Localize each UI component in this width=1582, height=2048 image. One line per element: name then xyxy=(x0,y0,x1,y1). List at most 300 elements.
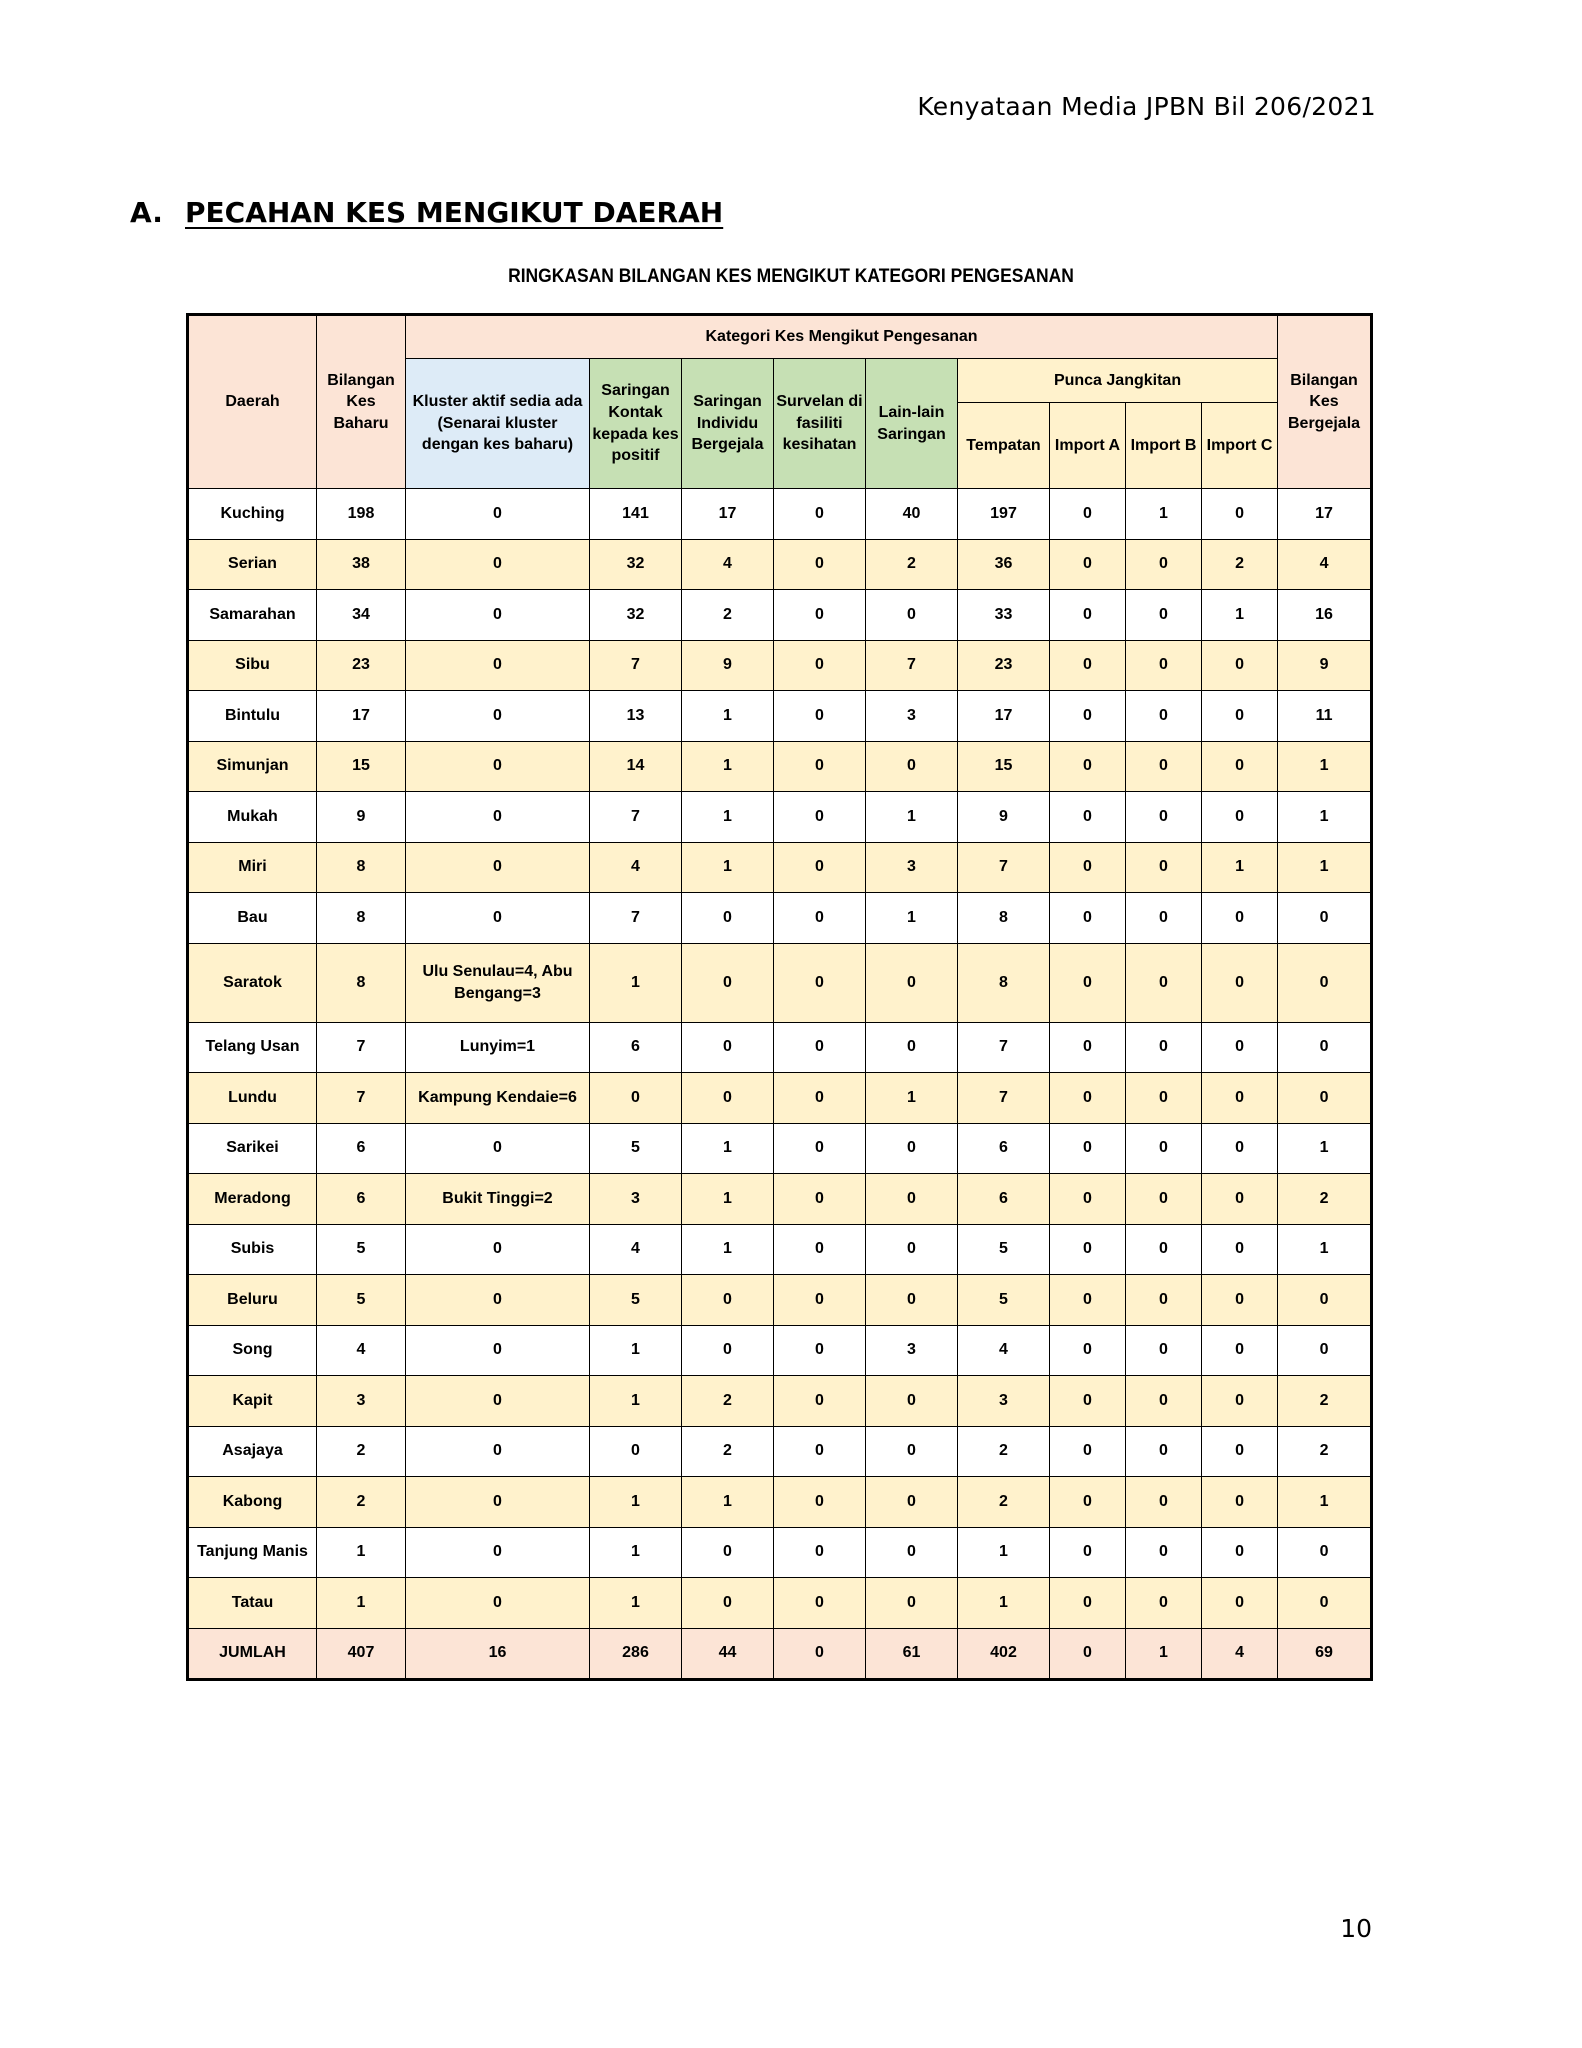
cell-lain-lain: 0 xyxy=(866,1174,958,1225)
cell-import-b: 0 xyxy=(1126,1224,1202,1275)
cell-import-c: 0 xyxy=(1202,1426,1278,1477)
cell-bilangan-kes-baharu: 5 xyxy=(317,1224,406,1275)
table-row xyxy=(188,590,1372,641)
cell-import-a: 0 xyxy=(1050,741,1126,792)
cell-daerah: Serian xyxy=(188,539,317,590)
cell-saringan-kontak: 5 xyxy=(590,1123,682,1174)
cell-daerah: Sarikei xyxy=(188,1123,317,1174)
cell-import-b: 0 xyxy=(1126,539,1202,590)
cell-tempatan: 36 xyxy=(958,539,1050,590)
cell-bilangan-kes-baharu: 6 xyxy=(317,1123,406,1174)
cell-saringan-individu: 1 xyxy=(682,741,774,792)
cell-import-a: 0 xyxy=(1050,1022,1126,1073)
table-row xyxy=(188,1426,1372,1477)
cell-survelan: 0 xyxy=(774,842,866,893)
cell-import-c: 0 xyxy=(1202,741,1278,792)
cell-lain-lain: 0 xyxy=(866,1578,958,1629)
cell-saringan-individu: 0 xyxy=(682,943,774,1022)
cell-tempatan: 8 xyxy=(958,943,1050,1022)
cell-import-a: 0 xyxy=(1050,1275,1126,1326)
cell-import-b: 0 xyxy=(1126,943,1202,1022)
cell-bilangan-kes-baharu: 198 xyxy=(317,489,406,540)
cell-import-c: 0 xyxy=(1202,1224,1278,1275)
cell-tempatan: 17 xyxy=(958,691,1050,742)
cell-kluster: 0 xyxy=(406,1426,590,1477)
cell-import-b: 0 xyxy=(1126,1578,1202,1629)
cell-saringan-kontak: 0 xyxy=(590,1426,682,1477)
cell-daerah: Sibu xyxy=(188,640,317,691)
cell-import-c: 0 xyxy=(1202,943,1278,1022)
cell-bilangan-kes-bergejala: 11 xyxy=(1278,691,1372,742)
cell-saringan-individu: 0 xyxy=(682,1022,774,1073)
cell-survelan: 0 xyxy=(774,1325,866,1376)
cell-bilangan-kes-baharu: 7 xyxy=(317,1022,406,1073)
cell-import-b: 0 xyxy=(1126,1527,1202,1578)
cell-import-b: 0 xyxy=(1126,1022,1202,1073)
cell-tempatan: 23 xyxy=(958,640,1050,691)
page-number: 10 xyxy=(1340,1914,1372,1943)
cell-import-a: 0 xyxy=(1050,1578,1126,1629)
cell-survelan: 0 xyxy=(774,792,866,843)
cell-tempatan: 2 xyxy=(958,1477,1050,1528)
cell-import-c: 2 xyxy=(1202,539,1278,590)
cell-survelan: 0 xyxy=(774,1376,866,1427)
cell-survelan: 0 xyxy=(774,489,866,540)
cell-kluster: 0 xyxy=(406,539,590,590)
cell-import-a: 0 xyxy=(1050,640,1126,691)
cell-bilangan-kes-bergejala: 9 xyxy=(1278,640,1372,691)
cell-lain-lain: 0 xyxy=(866,1527,958,1578)
cell-import-c: 0 xyxy=(1202,1123,1278,1174)
cell-import-b: 0 xyxy=(1126,691,1202,742)
cell-saringan-kontak: 1 xyxy=(590,1578,682,1629)
cell-saringan-kontak: 32 xyxy=(590,539,682,590)
cell-tempatan: 9 xyxy=(958,792,1050,843)
total-lain-lain: 61 xyxy=(866,1628,958,1679)
cell-daerah: Kuching xyxy=(188,489,317,540)
cell-saringan-individu: 0 xyxy=(682,893,774,944)
cell-bilangan-kes-bergejala: 1 xyxy=(1278,741,1372,792)
cell-kluster: Lunyim=1 xyxy=(406,1022,590,1073)
header-bilangan-kes-baharu: Bilangan Kes Baharu xyxy=(317,315,406,489)
cell-import-a: 0 xyxy=(1050,1073,1126,1124)
cell-saringan-kontak: 13 xyxy=(590,691,682,742)
total-import-b: 1 xyxy=(1126,1628,1202,1679)
cell-saringan-kontak: 1 xyxy=(590,1325,682,1376)
cell-bilangan-kes-baharu: 5 xyxy=(317,1275,406,1326)
cell-bilangan-kes-bergejala: 1 xyxy=(1278,1123,1372,1174)
table-row xyxy=(188,640,1372,691)
cell-survelan: 0 xyxy=(774,539,866,590)
cell-bilangan-kes-baharu: 8 xyxy=(317,842,406,893)
cell-saringan-kontak: 7 xyxy=(590,792,682,843)
cell-lain-lain: 0 xyxy=(866,1224,958,1275)
cell-saringan-kontak: 6 xyxy=(590,1022,682,1073)
cell-import-a: 0 xyxy=(1050,539,1126,590)
cell-saringan-individu: 0 xyxy=(682,1527,774,1578)
cell-import-b: 0 xyxy=(1126,842,1202,893)
cell-import-c: 1 xyxy=(1202,590,1278,641)
cell-saringan-kontak: 3 xyxy=(590,1174,682,1225)
cell-import-c: 0 xyxy=(1202,1527,1278,1578)
cell-import-b: 0 xyxy=(1126,1325,1202,1376)
cell-import-a: 0 xyxy=(1050,943,1126,1022)
cell-bilangan-kes-bergejala: 0 xyxy=(1278,943,1372,1022)
cell-bilangan-kes-baharu: 38 xyxy=(317,539,406,590)
cell-tempatan: 7 xyxy=(958,842,1050,893)
cell-saringan-individu: 9 xyxy=(682,640,774,691)
cell-saringan-kontak: 1 xyxy=(590,943,682,1022)
cell-lain-lain: 40 xyxy=(866,489,958,540)
cell-saringan-individu: 1 xyxy=(682,1224,774,1275)
table-row xyxy=(188,842,1372,893)
cell-bilangan-kes-bergejala: 1 xyxy=(1278,792,1372,843)
cell-saringan-individu: 1 xyxy=(682,792,774,843)
cell-import-a: 0 xyxy=(1050,1224,1126,1275)
cell-import-c: 0 xyxy=(1202,1477,1278,1528)
total-daerah: JUMLAH xyxy=(188,1628,317,1679)
total-saringan-kontak: 286 xyxy=(590,1628,682,1679)
cell-bilangan-kes-baharu: 23 xyxy=(317,640,406,691)
document-reference: Kenyataan Media JPBN Bil 206/2021 xyxy=(917,92,1376,121)
cell-kluster: 0 xyxy=(406,1527,590,1578)
cell-saringan-individu: 0 xyxy=(682,1275,774,1326)
cell-kluster: 0 xyxy=(406,792,590,843)
cell-saringan-individu: 1 xyxy=(682,1123,774,1174)
cell-import-a: 0 xyxy=(1050,1477,1126,1528)
cell-saringan-individu: 0 xyxy=(682,1578,774,1629)
cell-saringan-kontak: 4 xyxy=(590,842,682,893)
cell-lain-lain: 0 xyxy=(866,590,958,641)
cell-survelan: 0 xyxy=(774,1527,866,1578)
table-row xyxy=(188,539,1372,590)
cell-tempatan: 6 xyxy=(958,1123,1050,1174)
cell-kluster: 0 xyxy=(406,1477,590,1528)
cell-kluster: Ulu Senulau=4, Abu Bengang=3 xyxy=(406,943,590,1022)
cell-import-a: 0 xyxy=(1050,1376,1126,1427)
cell-import-b: 0 xyxy=(1126,1073,1202,1124)
cell-kluster: 0 xyxy=(406,1275,590,1326)
cell-daerah: Saratok xyxy=(188,943,317,1022)
cell-saringan-individu: 2 xyxy=(682,1376,774,1427)
cell-saringan-kontak: 1 xyxy=(590,1527,682,1578)
cell-import-c: 0 xyxy=(1202,792,1278,843)
cell-bilangan-kes-baharu: 3 xyxy=(317,1376,406,1427)
cell-daerah: Meradong xyxy=(188,1174,317,1225)
cell-tempatan: 197 xyxy=(958,489,1050,540)
header-kluster: Kluster aktif sedia ada (Senarai kluster dengan kes baharu) xyxy=(406,359,590,489)
cell-import-c: 0 xyxy=(1202,691,1278,742)
cell-kluster: 0 xyxy=(406,590,590,641)
cell-bilangan-kes-baharu: 7 xyxy=(317,1073,406,1124)
cell-bilangan-kes-bergejala: 0 xyxy=(1278,1022,1372,1073)
cell-kluster: 0 xyxy=(406,842,590,893)
cell-saringan-kontak: 14 xyxy=(590,741,682,792)
cell-tempatan: 7 xyxy=(958,1073,1050,1124)
table-title: RINGKASAN BILANGAN KES MENGIKUT KATEGORI PENGESANAN xyxy=(508,266,1074,287)
cell-bilangan-kes-baharu: 8 xyxy=(317,943,406,1022)
cell-lain-lain: 0 xyxy=(866,1376,958,1427)
cell-import-b: 0 xyxy=(1126,1376,1202,1427)
cell-bilangan-kes-baharu: 1 xyxy=(317,1527,406,1578)
cell-saringan-kontak: 4 xyxy=(590,1224,682,1275)
cell-kluster: 0 xyxy=(406,1376,590,1427)
table-row xyxy=(188,893,1372,944)
cell-kluster: 0 xyxy=(406,489,590,540)
cell-survelan: 0 xyxy=(774,1022,866,1073)
total-import-a: 0 xyxy=(1050,1628,1126,1679)
cell-bilangan-kes-bergejala: 0 xyxy=(1278,1325,1372,1376)
cell-daerah: Bau xyxy=(188,893,317,944)
cell-tempatan: 2 xyxy=(958,1426,1050,1477)
cell-bilangan-kes-bergejala: 4 xyxy=(1278,539,1372,590)
cell-saringan-individu: 4 xyxy=(682,539,774,590)
cell-import-a: 0 xyxy=(1050,691,1126,742)
header-daerah: Daerah xyxy=(188,315,317,489)
total-saringan-individu: 44 xyxy=(682,1628,774,1679)
cell-import-b: 0 xyxy=(1126,792,1202,843)
table-row xyxy=(188,1224,1372,1275)
cell-import-a: 0 xyxy=(1050,1426,1126,1477)
cell-import-c: 0 xyxy=(1202,1073,1278,1124)
cell-daerah: Song xyxy=(188,1325,317,1376)
cell-daerah: Samarahan xyxy=(188,590,317,641)
header-bilangan-kes-bergejala: Bilangan Kes Bergejala xyxy=(1278,315,1372,489)
header-import-a: Import A xyxy=(1050,403,1126,489)
header-import-b: Import B xyxy=(1126,403,1202,489)
cell-saringan-individu: 17 xyxy=(682,489,774,540)
cell-survelan: 0 xyxy=(774,691,866,742)
cell-survelan: 0 xyxy=(774,1073,866,1124)
cell-import-c: 1 xyxy=(1202,842,1278,893)
table-row xyxy=(188,1275,1372,1326)
cell-lain-lain: 1 xyxy=(866,893,958,944)
cell-daerah: Tatau xyxy=(188,1578,317,1629)
cell-bilangan-kes-baharu: 1 xyxy=(317,1578,406,1629)
header-punca-jangkitan: Punca Jangkitan xyxy=(958,359,1278,403)
cell-import-c: 0 xyxy=(1202,1325,1278,1376)
cell-survelan: 0 xyxy=(774,590,866,641)
cell-tempatan: 8 xyxy=(958,893,1050,944)
total-survelan: 0 xyxy=(774,1628,866,1679)
total-kluster: 16 xyxy=(406,1628,590,1679)
cell-survelan: 0 xyxy=(774,1174,866,1225)
cell-bilangan-kes-bergejala: 17 xyxy=(1278,489,1372,540)
cell-bilangan-kes-bergejala: 0 xyxy=(1278,1275,1372,1326)
cell-bilangan-kes-bergejala: 2 xyxy=(1278,1174,1372,1225)
table-row xyxy=(188,1477,1372,1528)
cell-bilangan-kes-bergejala: 2 xyxy=(1278,1426,1372,1477)
cell-tempatan: 33 xyxy=(958,590,1050,641)
cell-import-c: 0 xyxy=(1202,1578,1278,1629)
cell-import-a: 0 xyxy=(1050,590,1126,641)
cell-survelan: 0 xyxy=(774,1426,866,1477)
cell-saringan-individu: 1 xyxy=(682,1174,774,1225)
cell-saringan-kontak: 1 xyxy=(590,1477,682,1528)
cell-import-a: 0 xyxy=(1050,1174,1126,1225)
cell-kluster: 0 xyxy=(406,893,590,944)
total-row xyxy=(188,1628,1372,1679)
table-row xyxy=(188,1022,1372,1073)
cell-tempatan: 1 xyxy=(958,1578,1050,1629)
cell-import-b: 1 xyxy=(1126,489,1202,540)
cell-saringan-kontak: 1 xyxy=(590,1376,682,1427)
cell-lain-lain: 7 xyxy=(866,640,958,691)
cell-import-a: 0 xyxy=(1050,1527,1126,1578)
cell-saringan-individu: 0 xyxy=(682,1073,774,1124)
header-lain-lain: Lain-lain Saringan xyxy=(866,359,958,489)
cell-survelan: 0 xyxy=(774,741,866,792)
cell-saringan-kontak: 32 xyxy=(590,590,682,641)
cell-bilangan-kes-bergejala: 1 xyxy=(1278,1224,1372,1275)
cell-daerah: Kabong xyxy=(188,1477,317,1528)
cell-lain-lain: 0 xyxy=(866,943,958,1022)
total-bilangan-kes-baharu: 407 xyxy=(317,1628,406,1679)
cell-lain-lain: 2 xyxy=(866,539,958,590)
table-row xyxy=(188,1174,1372,1225)
table-row xyxy=(188,489,1372,540)
cell-daerah: Simunjan xyxy=(188,741,317,792)
cell-tempatan: 4 xyxy=(958,1325,1050,1376)
cell-import-a: 0 xyxy=(1050,489,1126,540)
cell-kluster: 0 xyxy=(406,1224,590,1275)
case-summary-table xyxy=(186,313,1373,1681)
cell-kluster: 0 xyxy=(406,741,590,792)
table-row xyxy=(188,1073,1372,1124)
cell-saringan-individu: 2 xyxy=(682,590,774,641)
cell-tempatan: 3 xyxy=(958,1376,1050,1427)
cell-kluster: Kampung Kendaie=6 xyxy=(406,1073,590,1124)
cell-daerah: Subis xyxy=(188,1224,317,1275)
cell-bilangan-kes-baharu: 2 xyxy=(317,1477,406,1528)
section-title: PECAHAN KES MENGIKUT DAERAH xyxy=(185,196,724,229)
cell-lain-lain: 0 xyxy=(866,1022,958,1073)
cell-import-b: 0 xyxy=(1126,1477,1202,1528)
cell-import-c: 0 xyxy=(1202,1275,1278,1326)
cell-saringan-individu: 1 xyxy=(682,842,774,893)
cell-saringan-kontak: 0 xyxy=(590,1073,682,1124)
cell-tempatan: 1 xyxy=(958,1527,1050,1578)
table-row xyxy=(188,1527,1372,1578)
cell-import-c: 0 xyxy=(1202,893,1278,944)
cell-kluster: 0 xyxy=(406,1325,590,1376)
header-kategori: Kategori Kes Mengikut Pengesanan xyxy=(406,315,1278,359)
cell-survelan: 0 xyxy=(774,640,866,691)
cell-import-b: 0 xyxy=(1126,640,1202,691)
header-saringan-kontak: Saringan Kontak kepada kes positif xyxy=(590,359,682,489)
cell-import-a: 0 xyxy=(1050,792,1126,843)
header-saringan-individu: Saringan Individu Bergejala xyxy=(682,359,774,489)
cell-survelan: 0 xyxy=(774,1578,866,1629)
cell-tempatan: 6 xyxy=(958,1174,1050,1225)
table-row xyxy=(188,792,1372,843)
cell-import-b: 0 xyxy=(1126,1174,1202,1225)
cell-bilangan-kes-baharu: 6 xyxy=(317,1174,406,1225)
cell-bilangan-kes-bergejala: 0 xyxy=(1278,1527,1372,1578)
header-tempatan: Tempatan xyxy=(958,403,1050,489)
cell-import-b: 0 xyxy=(1126,1275,1202,1326)
cell-lain-lain: 0 xyxy=(866,1426,958,1477)
cell-bilangan-kes-baharu: 4 xyxy=(317,1325,406,1376)
cell-daerah: Miri xyxy=(188,842,317,893)
cell-import-b: 0 xyxy=(1126,893,1202,944)
cell-bilangan-kes-baharu: 8 xyxy=(317,893,406,944)
cell-lain-lain: 0 xyxy=(866,741,958,792)
table-row xyxy=(188,1578,1372,1629)
cell-lain-lain: 0 xyxy=(866,1123,958,1174)
cell-saringan-individu: 2 xyxy=(682,1426,774,1477)
cell-kluster: 0 xyxy=(406,640,590,691)
cell-lain-lain: 1 xyxy=(866,1073,958,1124)
cell-lain-lain: 3 xyxy=(866,1325,958,1376)
table-row xyxy=(188,741,1372,792)
cell-saringan-individu: 1 xyxy=(682,691,774,742)
cell-kluster: 0 xyxy=(406,1578,590,1629)
cell-import-a: 0 xyxy=(1050,1325,1126,1376)
cell-survelan: 0 xyxy=(774,893,866,944)
cell-saringan-kontak: 7 xyxy=(590,893,682,944)
cell-bilangan-kes-baharu: 17 xyxy=(317,691,406,742)
cell-bilangan-kes-bergejala: 2 xyxy=(1278,1376,1372,1427)
cell-bilangan-kes-baharu: 15 xyxy=(317,741,406,792)
total-import-c: 4 xyxy=(1202,1628,1278,1679)
table-row xyxy=(188,1325,1372,1376)
cell-tempatan: 7 xyxy=(958,1022,1050,1073)
cell-tempatan: 5 xyxy=(958,1224,1050,1275)
cell-bilangan-kes-bergejala: 16 xyxy=(1278,590,1372,641)
cell-tempatan: 5 xyxy=(958,1275,1050,1326)
cell-daerah: Kapit xyxy=(188,1376,317,1427)
cell-bilangan-kes-bergejala: 0 xyxy=(1278,893,1372,944)
cell-survelan: 0 xyxy=(774,1224,866,1275)
cell-tempatan: 15 xyxy=(958,741,1050,792)
cell-lain-lain: 1 xyxy=(866,792,958,843)
table-row xyxy=(188,691,1372,742)
cell-lain-lain: 3 xyxy=(866,691,958,742)
cell-import-a: 0 xyxy=(1050,842,1126,893)
table-row xyxy=(188,943,1372,1022)
cell-lain-lain: 3 xyxy=(866,842,958,893)
cell-import-c: 0 xyxy=(1202,489,1278,540)
cell-daerah: Tanjung Manis xyxy=(188,1527,317,1578)
cell-import-b: 0 xyxy=(1126,590,1202,641)
cell-daerah: Beluru xyxy=(188,1275,317,1326)
cell-bilangan-kes-bergejala: 1 xyxy=(1278,842,1372,893)
cell-daerah: Asajaya xyxy=(188,1426,317,1477)
header-survelan: Survelan di fasiliti kesihatan xyxy=(774,359,866,489)
cell-bilangan-kes-bergejala: 1 xyxy=(1278,1477,1372,1528)
cell-lain-lain: 0 xyxy=(866,1477,958,1528)
table-row xyxy=(188,1376,1372,1427)
cell-survelan: 0 xyxy=(774,1275,866,1326)
cell-bilangan-kes-baharu: 2 xyxy=(317,1426,406,1477)
cell-kluster: 0 xyxy=(406,1123,590,1174)
cell-survelan: 0 xyxy=(774,1477,866,1528)
cell-bilangan-kes-bergejala: 0 xyxy=(1278,1073,1372,1124)
cell-survelan: 0 xyxy=(774,1123,866,1174)
cell-daerah: Bintulu xyxy=(188,691,317,742)
cell-lain-lain: 0 xyxy=(866,1275,958,1326)
cell-saringan-individu: 0 xyxy=(682,1325,774,1376)
total-bilangan-kes-bergejala: 69 xyxy=(1278,1628,1372,1679)
cell-import-c: 0 xyxy=(1202,1022,1278,1073)
total-tempatan: 402 xyxy=(958,1628,1050,1679)
cell-kluster: Bukit Tinggi=2 xyxy=(406,1174,590,1225)
cell-saringan-kontak: 141 xyxy=(590,489,682,540)
table-row xyxy=(188,1123,1372,1174)
cell-saringan-kontak: 5 xyxy=(590,1275,682,1326)
cell-import-c: 0 xyxy=(1202,1174,1278,1225)
